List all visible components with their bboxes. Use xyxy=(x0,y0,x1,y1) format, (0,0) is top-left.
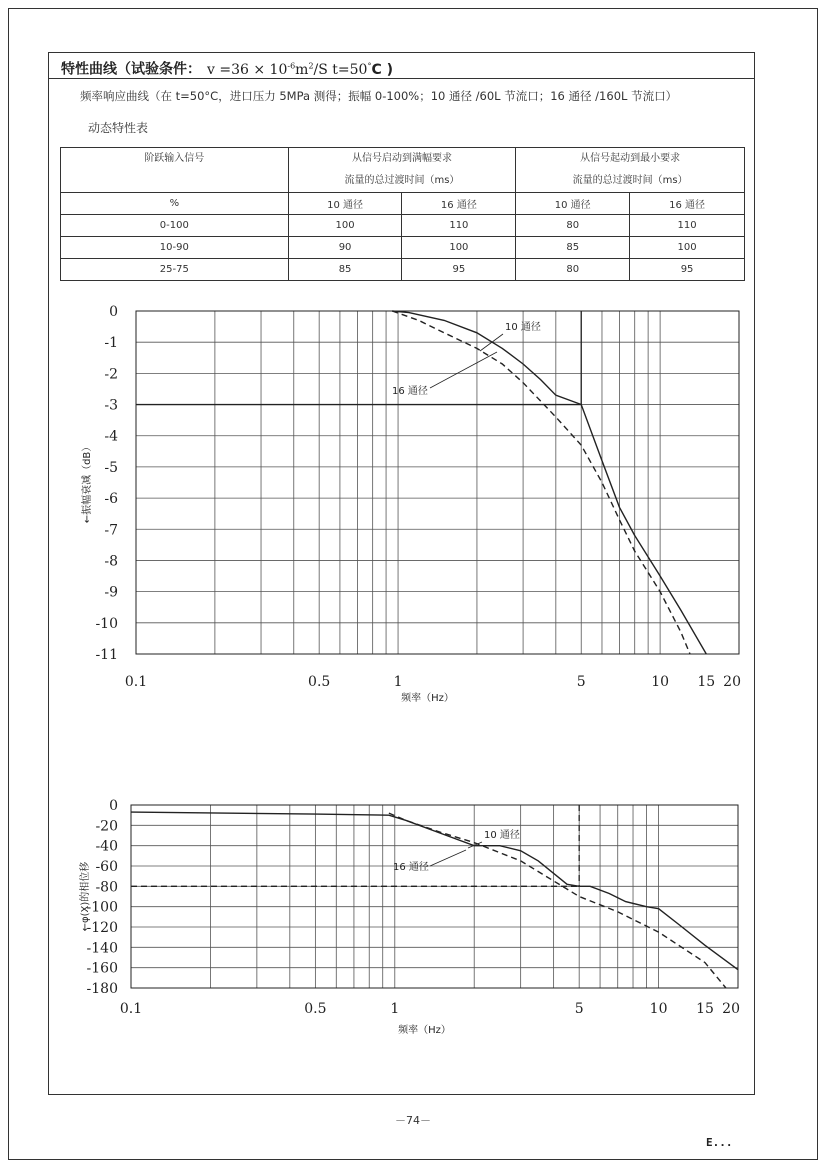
x-tick-label: 5 xyxy=(574,1001,584,1017)
y-tick-label: -20 xyxy=(95,818,118,835)
y-tick-label: -100 xyxy=(86,899,118,916)
x-tick-label: 0.5 xyxy=(308,674,331,690)
freq-response-desc: 频率响应曲线（在 t=50°C，进口压力 5MPa 测得；振幅 0-100%；10 通径 /60L 节流口；16 通径 /160L 节流口） xyxy=(80,89,678,103)
series-line-10 xyxy=(131,812,738,970)
x-tick-label: 0.1 xyxy=(124,674,148,690)
table-cell: 90 xyxy=(288,237,402,259)
table-cell: 10 通径 xyxy=(516,193,630,215)
y-tick-label: -180 xyxy=(86,981,118,997)
table-cell: % xyxy=(61,193,289,215)
series-line-10 xyxy=(392,311,706,654)
brand-mark: E... xyxy=(706,1136,733,1149)
series-label-16: 16 通径 xyxy=(393,862,429,873)
table-cell: 0-100 xyxy=(61,215,289,237)
y-tick-label: -3 xyxy=(104,397,118,414)
table-cell: 100 xyxy=(630,237,745,259)
series-label-16: 16 通径 xyxy=(392,386,428,397)
y-tick-label: -80 xyxy=(95,879,118,896)
y-tick-label: -40 xyxy=(95,838,118,855)
page-number: －74－ xyxy=(395,1114,431,1127)
table-header-full: 从信号启动到满幅要求 流量的总过渡时间（ms） xyxy=(288,148,516,193)
x-tick-label: 5 xyxy=(576,674,586,690)
y-tick-label: -9 xyxy=(104,584,118,601)
series-line-16 xyxy=(392,311,690,654)
table-cell: 100 xyxy=(402,237,516,259)
y-tick-label: -8 xyxy=(104,553,118,570)
table-cell: 85 xyxy=(516,237,630,259)
y-tick-label: -6 xyxy=(104,491,118,508)
y-tick-label: -10 xyxy=(95,615,118,632)
x-tick-label: 0.5 xyxy=(304,1001,327,1017)
table-cell: 80 xyxy=(516,259,630,281)
x-tick-label: 20 xyxy=(722,1001,740,1017)
x-tick-label: 1 xyxy=(390,1001,400,1017)
table-cell: 85 xyxy=(288,259,402,281)
callout-line xyxy=(430,850,466,866)
table-header-input: 阶跃输入信号 xyxy=(61,148,289,193)
table-cell: 10 通径 xyxy=(288,193,402,215)
x-tick-label: 15 xyxy=(696,1001,714,1017)
section-title: 特性曲线（试验条件： $v =36 \times 10^{-6}m^2/S$ t=50°C ) xyxy=(49,53,754,79)
table-cell: 110 xyxy=(402,215,516,237)
series-label-10: 10 通径 xyxy=(505,322,541,333)
table-cell: 110 xyxy=(630,215,745,237)
callout-line xyxy=(430,352,497,388)
y-tick-label: -5 xyxy=(104,459,118,476)
y-tick-label: -4 xyxy=(104,428,118,445)
dyn-table-title: 动态特性表 xyxy=(88,121,149,135)
series-label-10: 10 通径 xyxy=(484,830,520,841)
x-tick-label: 15 xyxy=(697,674,716,690)
table-cell: 80 xyxy=(516,215,630,237)
table-cell: 10-90 xyxy=(61,237,289,259)
x-tick-label: 0.1 xyxy=(119,1001,143,1017)
table-cell: 95 xyxy=(630,259,745,281)
x-tick-label: 1 xyxy=(393,674,403,690)
y-tick-label: 0 xyxy=(109,304,118,320)
table-cell: 16 通径 xyxy=(630,193,745,215)
plot-frame xyxy=(136,311,739,654)
x-tick-label: 10 xyxy=(651,674,670,690)
table-cell: 16 通径 xyxy=(402,193,516,215)
table-cell: 100 xyxy=(288,215,402,237)
x-tick-label: 20 xyxy=(723,674,741,690)
y-tick-label: -120 xyxy=(86,920,118,936)
table-cell: 25-75 xyxy=(61,259,289,281)
y-tick-label: -1 xyxy=(104,335,118,352)
y-axis-label: ←振幅衰减（dB） xyxy=(82,441,93,524)
y-tick-label: -140 xyxy=(86,940,118,957)
y-tick-label: -7 xyxy=(104,522,118,539)
table-header-min: 从信号起动到最小要求 流量的总过渡时间（ms） xyxy=(516,148,745,193)
x-axis-label: 频率（Hz） xyxy=(398,1025,451,1036)
series-line-16 xyxy=(389,813,726,988)
y-tick-label: -11 xyxy=(95,647,118,663)
y-tick-label: 0 xyxy=(109,798,118,814)
y-tick-label: -60 xyxy=(95,859,118,875)
x-tick-label: 10 xyxy=(649,1001,668,1017)
plot-frame xyxy=(131,805,738,988)
y-axis-label: ←φ(X)的相位移 xyxy=(80,861,91,932)
y-tick-label: -160 xyxy=(86,960,118,977)
y-tick-label: -2 xyxy=(104,366,118,383)
table-cell: 95 xyxy=(402,259,516,281)
x-axis-label: 频率（Hz） xyxy=(401,693,454,704)
